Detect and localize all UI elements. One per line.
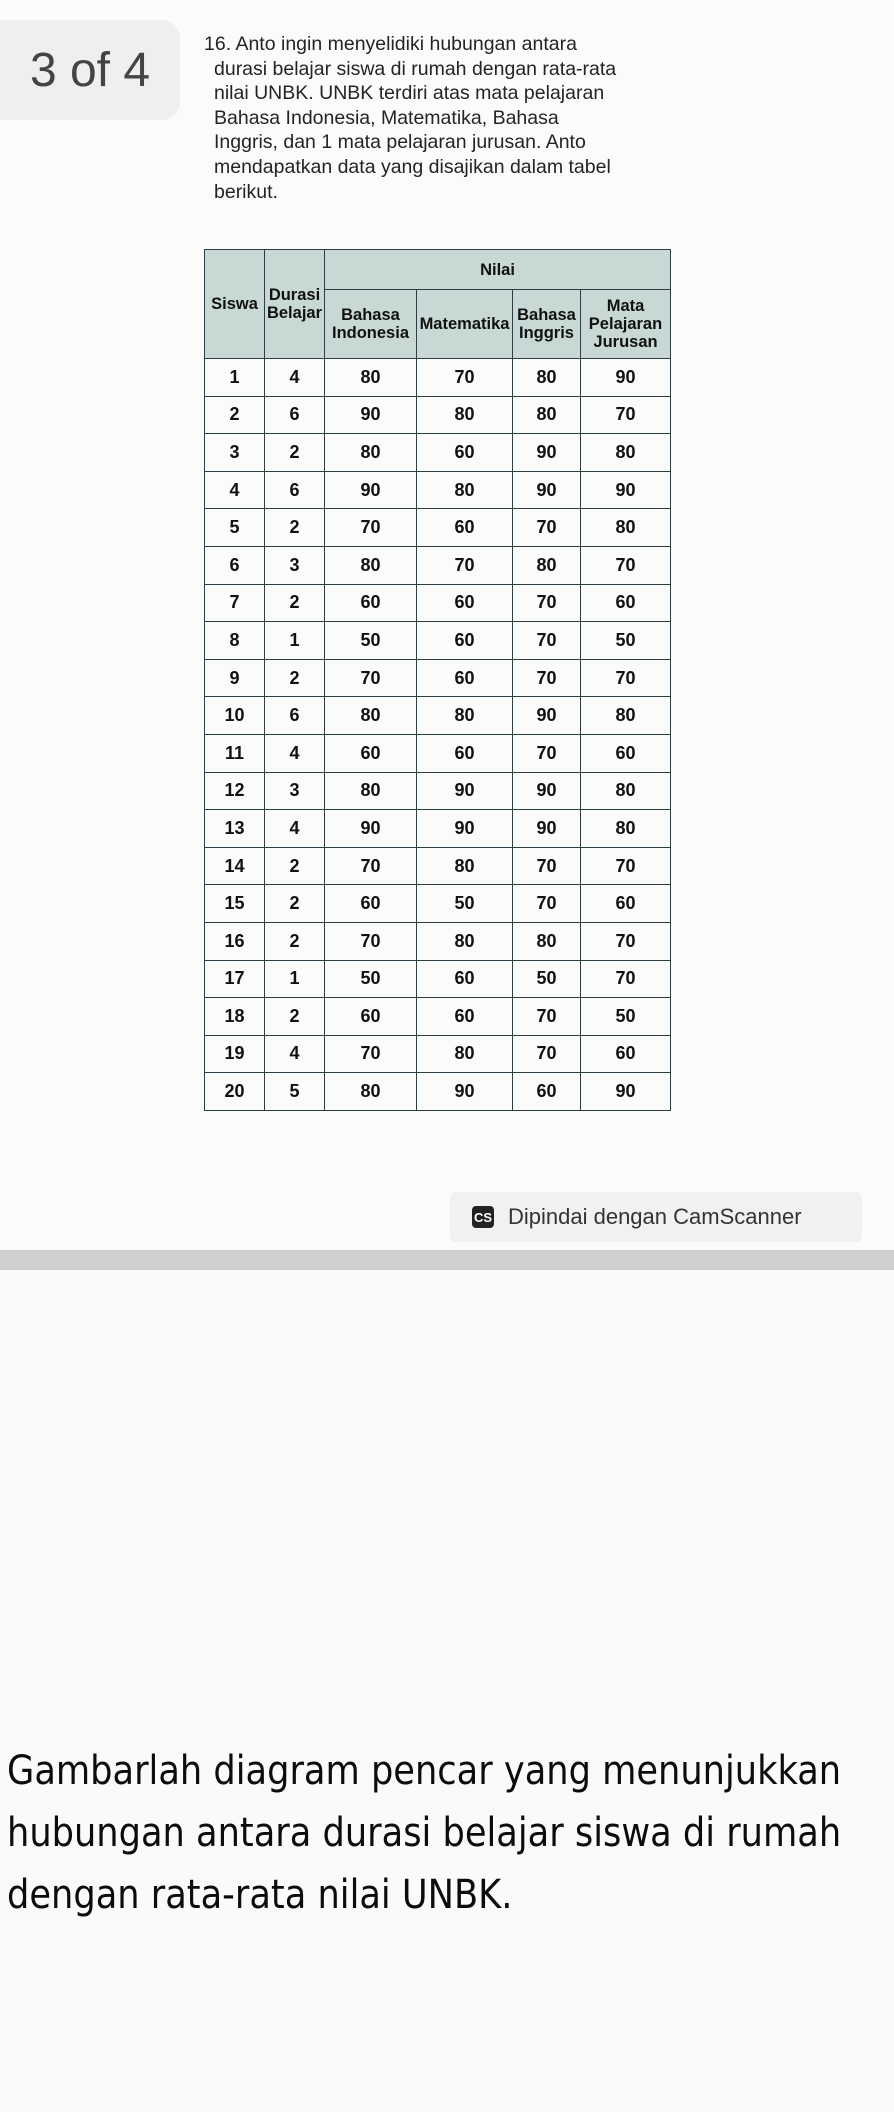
table-cell: 4 xyxy=(205,471,265,509)
question-text xyxy=(204,32,684,204)
table-row xyxy=(205,659,671,697)
table-row xyxy=(205,396,671,434)
table-cell: 80 xyxy=(417,396,513,434)
header-jurusan: Mata Pelajaran Jurusan xyxy=(581,290,671,359)
table-row xyxy=(205,1035,671,1073)
table-cell: 90 xyxy=(513,471,581,509)
table-cell: 50 xyxy=(417,885,513,923)
table-cell: 70 xyxy=(513,509,581,547)
header-matematika: Matematika xyxy=(417,290,513,359)
table-cell: 6 xyxy=(265,471,325,509)
table-cell: 12 xyxy=(205,772,265,810)
table-cell: 70 xyxy=(581,922,671,960)
table-cell: 80 xyxy=(581,509,671,547)
table-cell: 90 xyxy=(325,471,417,509)
table-cell: 60 xyxy=(417,659,513,697)
table-cell: 3 xyxy=(265,546,325,584)
table-cell: 80 xyxy=(325,772,417,810)
question-line: Anto ingin menyelidiki hubungan antara xyxy=(235,33,577,55)
table-cell: 2 xyxy=(205,396,265,434)
question-line: mendapatkan data yang disajikan dalam tabel xyxy=(214,155,611,178)
table-cell: 80 xyxy=(417,697,513,735)
table-cell: 20 xyxy=(205,1073,265,1111)
table-cell: 60 xyxy=(417,734,513,772)
table-cell: 80 xyxy=(325,359,417,397)
page-divider xyxy=(0,1250,894,1270)
table-cell: 2 xyxy=(265,434,325,472)
table-cell: 60 xyxy=(417,509,513,547)
table-cell: 80 xyxy=(417,1035,513,1073)
table-cell: 90 xyxy=(581,471,671,509)
table-cell: 70 xyxy=(581,396,671,434)
table-row xyxy=(205,359,671,397)
table-row xyxy=(205,1073,671,1111)
table-cell: 70 xyxy=(325,509,417,547)
table-cell: 2 xyxy=(265,998,325,1036)
table-cell: 70 xyxy=(581,659,671,697)
header-nilai: Nilai xyxy=(325,250,671,290)
table-cell: 70 xyxy=(513,1035,581,1073)
table-cell: 80 xyxy=(513,396,581,434)
table-cell: 90 xyxy=(325,396,417,434)
table-cell: 90 xyxy=(325,810,417,848)
table-cell: 13 xyxy=(205,810,265,848)
table-cell: 70 xyxy=(325,922,417,960)
header-durasi: Durasi Belajar xyxy=(265,250,325,359)
table-row xyxy=(205,885,671,923)
table-row xyxy=(205,772,671,810)
question-line: Bahasa Indonesia, Matematika, Bahasa xyxy=(214,106,559,129)
table-cell: 90 xyxy=(417,1073,513,1111)
header-bahasa-inggris: Bahasa Inggris xyxy=(513,290,581,359)
table-cell: 90 xyxy=(417,772,513,810)
table-cell: 4 xyxy=(265,1035,325,1073)
camscanner-logo-icon: CS xyxy=(472,1206,494,1228)
table-cell: 80 xyxy=(513,546,581,584)
table-cell: 80 xyxy=(325,546,417,584)
table-cell: 70 xyxy=(417,546,513,584)
table-cell: 90 xyxy=(581,359,671,397)
table-cell: 90 xyxy=(581,1073,671,1111)
table-cell: 70 xyxy=(581,847,671,885)
page-indicator: 3 of 4 xyxy=(0,20,180,120)
table-cell: 60 xyxy=(325,885,417,923)
table-cell: 80 xyxy=(513,359,581,397)
table-cell: 60 xyxy=(417,998,513,1036)
table-cell: 70 xyxy=(325,659,417,697)
table-cell: 80 xyxy=(581,697,671,735)
table-cell: 80 xyxy=(417,471,513,509)
table-row xyxy=(205,922,671,960)
table-cell: 2 xyxy=(265,922,325,960)
blank-page xyxy=(0,1270,894,2112)
table-cell: 90 xyxy=(513,810,581,848)
table-cell: 1 xyxy=(205,359,265,397)
table-cell: 70 xyxy=(513,998,581,1036)
table-cell: 70 xyxy=(581,960,671,998)
header-bahasa-indonesia: Bahasa Indonesia xyxy=(325,290,417,359)
table-row xyxy=(205,847,671,885)
table-cell: 6 xyxy=(265,697,325,735)
table-cell: 80 xyxy=(417,922,513,960)
table-cell: 70 xyxy=(325,847,417,885)
camscanner-badge xyxy=(450,1192,862,1242)
table-cell: 4 xyxy=(265,359,325,397)
table-cell: 80 xyxy=(325,434,417,472)
table-row xyxy=(205,960,671,998)
table-row xyxy=(205,734,671,772)
table-cell: 4 xyxy=(265,734,325,772)
table-cell: 60 xyxy=(325,734,417,772)
table-cell: 60 xyxy=(417,622,513,660)
table-cell: 5 xyxy=(205,509,265,547)
table-row xyxy=(205,584,671,622)
table-cell: 50 xyxy=(325,622,417,660)
table-cell: 50 xyxy=(581,622,671,660)
table-cell: 90 xyxy=(513,434,581,472)
instruction-text: Gambarlah diagram pencar yang menunjukkan hubungan antara durasi belajar siswa di rumah dengan rata-rata nilai UNBK. xyxy=(7,1748,842,1918)
table-cell: 70 xyxy=(325,1035,417,1073)
table-cell: 1 xyxy=(265,622,325,660)
table-cell: 1 xyxy=(265,960,325,998)
table-cell: 2 xyxy=(265,659,325,697)
camscanner-text: Dipindai dengan CamScanner xyxy=(508,1204,802,1229)
table-cell: 6 xyxy=(205,546,265,584)
table-cell: 60 xyxy=(581,584,671,622)
table-cell: 60 xyxy=(513,1073,581,1111)
question-line: berikut. xyxy=(214,180,278,203)
question-line: Inggris, dan 1 mata pelajaran jurusan. Anto xyxy=(214,131,586,154)
table-row xyxy=(205,471,671,509)
table-cell: 60 xyxy=(417,584,513,622)
table-cell: 50 xyxy=(581,998,671,1036)
table-cell: 16 xyxy=(205,922,265,960)
header-siswa: Siswa xyxy=(205,250,265,359)
table-cell: 80 xyxy=(417,847,513,885)
question-number: 16. xyxy=(204,33,232,55)
table-cell: 15 xyxy=(205,885,265,923)
table-cell: 3 xyxy=(265,772,325,810)
table-cell: 60 xyxy=(417,434,513,472)
table-cell: 4 xyxy=(265,810,325,848)
table-row xyxy=(205,697,671,735)
table-cell: 60 xyxy=(581,1035,671,1073)
table-cell: 80 xyxy=(581,434,671,472)
table-cell: 80 xyxy=(581,810,671,848)
table-row xyxy=(205,998,671,1036)
table-cell: 80 xyxy=(325,697,417,735)
table-cell: 60 xyxy=(581,885,671,923)
table-cell: 50 xyxy=(513,960,581,998)
table-cell: 80 xyxy=(581,772,671,810)
table-cell: 80 xyxy=(513,922,581,960)
table-cell: 18 xyxy=(205,998,265,1036)
table-cell: 2 xyxy=(265,509,325,547)
table-cell: 70 xyxy=(513,885,581,923)
table-cell: 60 xyxy=(417,960,513,998)
table-cell: 90 xyxy=(513,772,581,810)
table-cell: 8 xyxy=(205,622,265,660)
table-cell: 60 xyxy=(325,584,417,622)
table-cell: 7 xyxy=(205,584,265,622)
table-cell: 2 xyxy=(265,847,325,885)
table-cell: 70 xyxy=(513,734,581,772)
table-row xyxy=(205,509,671,547)
table-cell: 50 xyxy=(325,960,417,998)
table-cell: 6 xyxy=(265,396,325,434)
question-line: nilai UNBK. UNBK terdiri atas mata pelajaran xyxy=(214,82,605,105)
table-cell: 14 xyxy=(205,847,265,885)
table-cell: 3 xyxy=(205,434,265,472)
table-cell: 19 xyxy=(205,1035,265,1073)
table-cell: 70 xyxy=(513,622,581,660)
table-cell: 11 xyxy=(205,734,265,772)
table-cell: 9 xyxy=(205,659,265,697)
table-cell: 90 xyxy=(513,697,581,735)
table-cell: 70 xyxy=(513,584,581,622)
table-cell: 17 xyxy=(205,960,265,998)
table-cell: 2 xyxy=(265,584,325,622)
table-cell: 80 xyxy=(325,1073,417,1111)
table-cell: 90 xyxy=(417,810,513,848)
table-cell: 60 xyxy=(325,998,417,1036)
table-row xyxy=(205,434,671,472)
table-row xyxy=(205,810,671,848)
table-cell: 70 xyxy=(513,847,581,885)
table-cell: 70 xyxy=(581,546,671,584)
table-cell: 10 xyxy=(205,697,265,735)
table-row xyxy=(205,622,671,660)
table-row xyxy=(205,546,671,584)
table-body xyxy=(205,359,671,1111)
table-cell: 60 xyxy=(581,734,671,772)
table-cell: 2 xyxy=(265,885,325,923)
table-cell: 70 xyxy=(513,659,581,697)
table-cell: 70 xyxy=(417,359,513,397)
question-line: durasi belajar siswa di rumah dengan rata-rata xyxy=(214,57,617,80)
data-table xyxy=(204,249,671,1111)
table-cell: 5 xyxy=(265,1073,325,1111)
